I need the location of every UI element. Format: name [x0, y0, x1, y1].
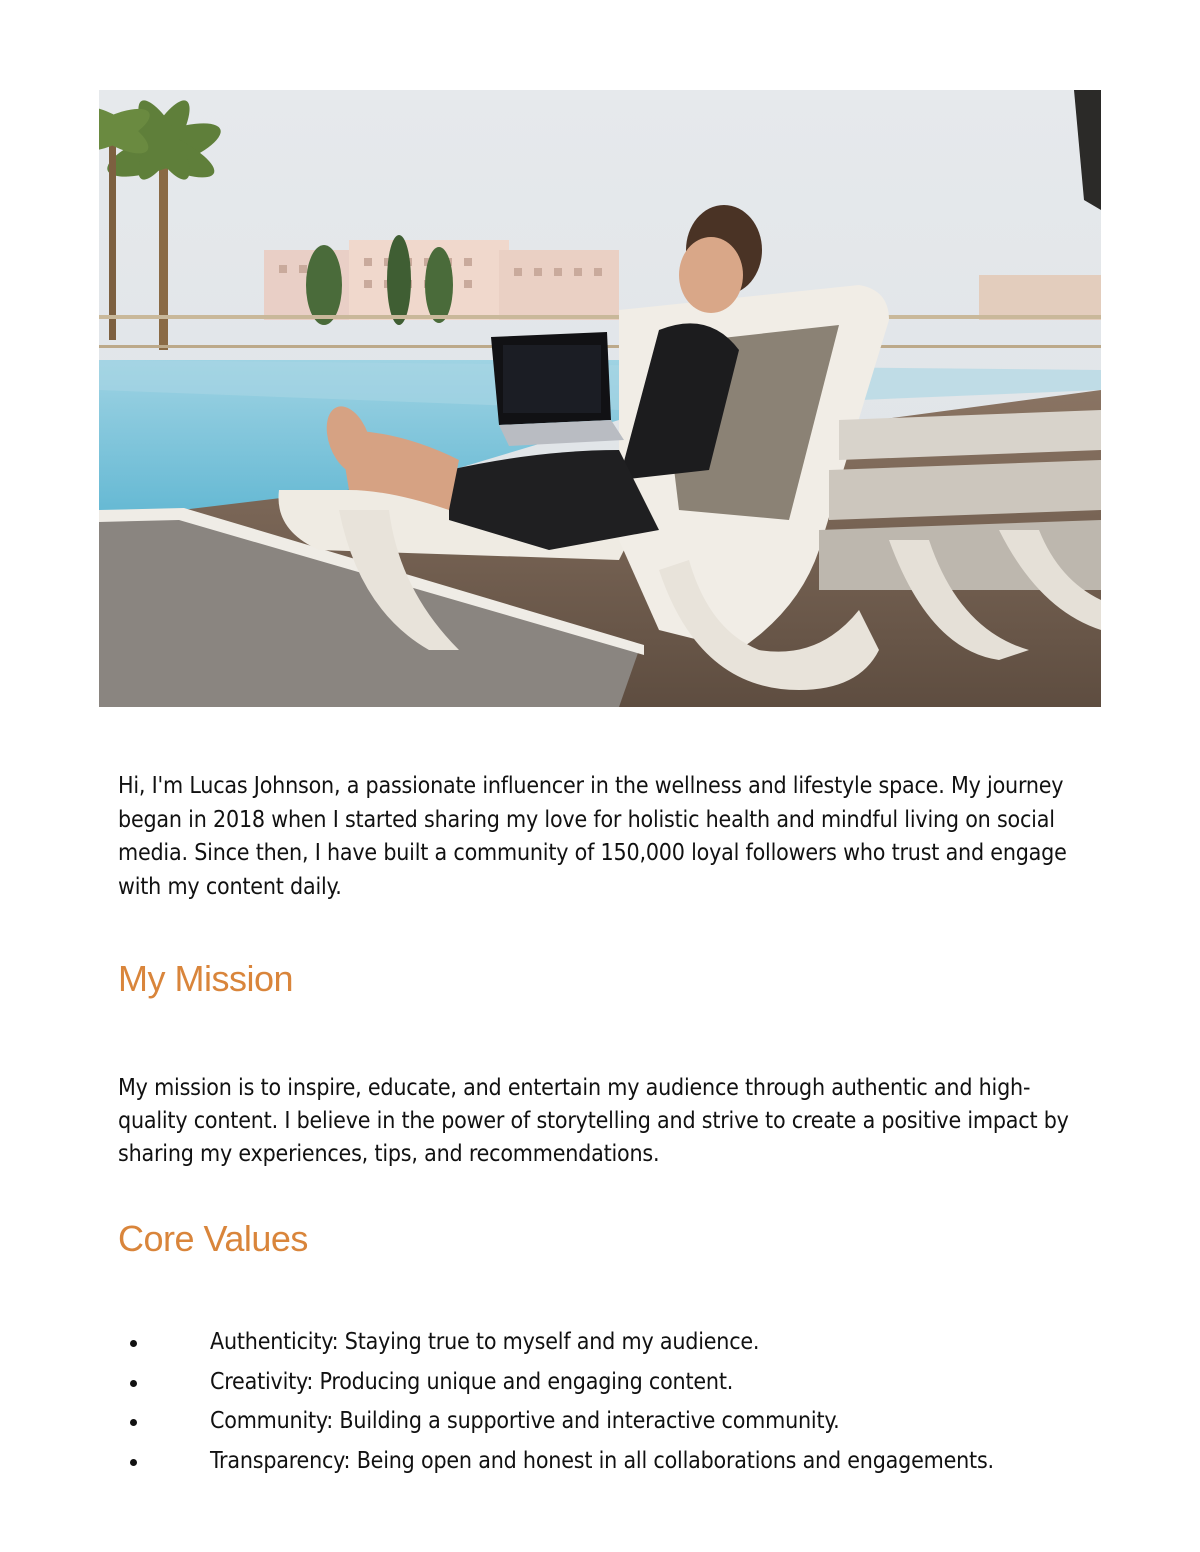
value-text: Transparency: Being open and honest in all collaborations and engagements. — [210, 1448, 994, 1475]
list-item — [118, 1363, 1078, 1403]
bullet-icon — [130, 1459, 137, 1466]
list-item — [118, 1442, 1078, 1482]
bullet-icon — [130, 1380, 137, 1387]
core-values-list — [118, 1323, 1078, 1482]
mission-heading: My Mission — [118, 958, 294, 999]
value-text: Community: Building a supportive and interactive community. — [210, 1408, 840, 1435]
list-item — [118, 1323, 1078, 1363]
bullet-icon — [130, 1419, 137, 1426]
bullet-icon — [130, 1340, 137, 1347]
core-values-heading: Core Values — [118, 1218, 308, 1259]
hero-image — [99, 90, 1101, 707]
intro-paragraph: Hi, I'm Lucas Johnson, a passionate influencer in the wellness and lifestyle space. My journey began in 2018 when I started sharing my love for holistic health and mindful living on social media. Since then, I have built a community of 150,000 loyal followers who trust and engage with my content daily. — [118, 773, 1067, 900]
value-text: Authenticity: Staying true to myself and my audience. — [210, 1329, 760, 1355]
value-text: Creativity: Producing unique and engaging content. — [210, 1368, 734, 1395]
mission-paragraph: My mission is to inspire, educate, and entertain my audience through authentic and high-quality content. I believe in the power of storytelling and strive to create a positive impact by sharing my experiences, tips, and recommendations. — [118, 1075, 1069, 1167]
list-item — [118, 1402, 1078, 1442]
